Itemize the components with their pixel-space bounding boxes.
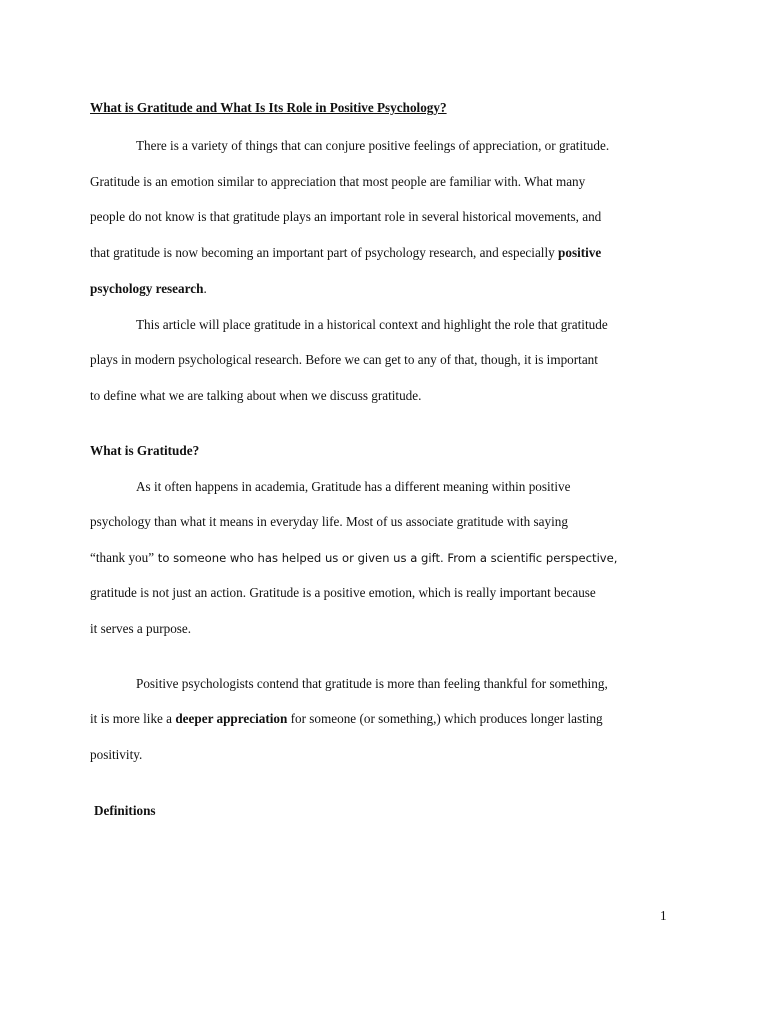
paragraph-2-line-2: plays in modern psychological research. Before we can get to any of that, though, it is important <box>90 352 598 367</box>
paragraph-1-line-1: There is a variety of things that can conjure positive feelings of appreciation, or gratitude. <box>136 138 610 153</box>
section-1-paragraph-2-line-2-start: it is more like a <box>90 711 176 726</box>
paragraph-2-line-3: to define what we are talking about when we discuss gratitude. <box>90 388 422 403</box>
section-1-paragraph-1-line-3-text: to someone who has helped us or given us a gift. From a scientific perspective, <box>154 551 618 565</box>
document-title: What is Gratitude and What Is Its Role in Positive Psychology? <box>90 100 447 115</box>
section-heading-what-is-gratitude: What is Gratitude? <box>90 443 200 458</box>
paragraph-1-line-2: Gratitude is an emotion similar to appreciation that most people are familiar with. What many <box>90 174 586 189</box>
section-1-paragraph-2-line-3: positivity. <box>90 747 143 762</box>
bold-term-deeper-appreciation: deeper appreciation <box>175 711 288 726</box>
section-1-paragraph-1-line-5: it serves a purpose. <box>90 621 192 636</box>
paragraph-1-line-4-text: that gratitude is now becoming an important part of psychology research, and especially <box>90 245 559 260</box>
paragraph-2-line-1: This article will place gratitude in a historical context and highlight the role that gratitude <box>136 317 608 332</box>
section-1-paragraph-1-line-4: gratitude is not just an action. Gratitude is a positive emotion, which is really important because <box>90 585 596 600</box>
section-1-paragraph-2-line-2-end: for someone (or something,) which produces longer lasting <box>287 711 603 726</box>
paragraph-1-line-5-period: . <box>203 281 207 296</box>
bold-term-psychology-research: psychology research <box>90 281 204 296</box>
section-1-paragraph-2-line-1: Positive psychologists contend that gratitude is more than feeling thankful for something, <box>136 676 608 691</box>
bold-term-positive: positive <box>558 245 602 260</box>
section-1-paragraph-2-line-2 <box>90 711 603 727</box>
section-1-paragraph-1-line-1: As it often happens in academia, Gratitude has a different meaning within positive <box>136 479 571 494</box>
section-1-paragraph-1-line-2: psychology than what it means in everyday life. Most of us associate gratitude with saying <box>90 514 568 529</box>
paragraph-1-line-5 <box>90 281 207 297</box>
quoted-thank-you: “thank you” <box>90 550 155 565</box>
section-heading-definitions: Definitions <box>94 803 156 818</box>
paragraph-1-line-3: people do not know is that gratitude plays an important role in several historical movements, and <box>90 209 602 224</box>
paragraph-1-line-4 <box>90 245 601 261</box>
section-1-paragraph-1-line-3 <box>90 550 617 566</box>
page-number: 1 <box>660 908 667 923</box>
